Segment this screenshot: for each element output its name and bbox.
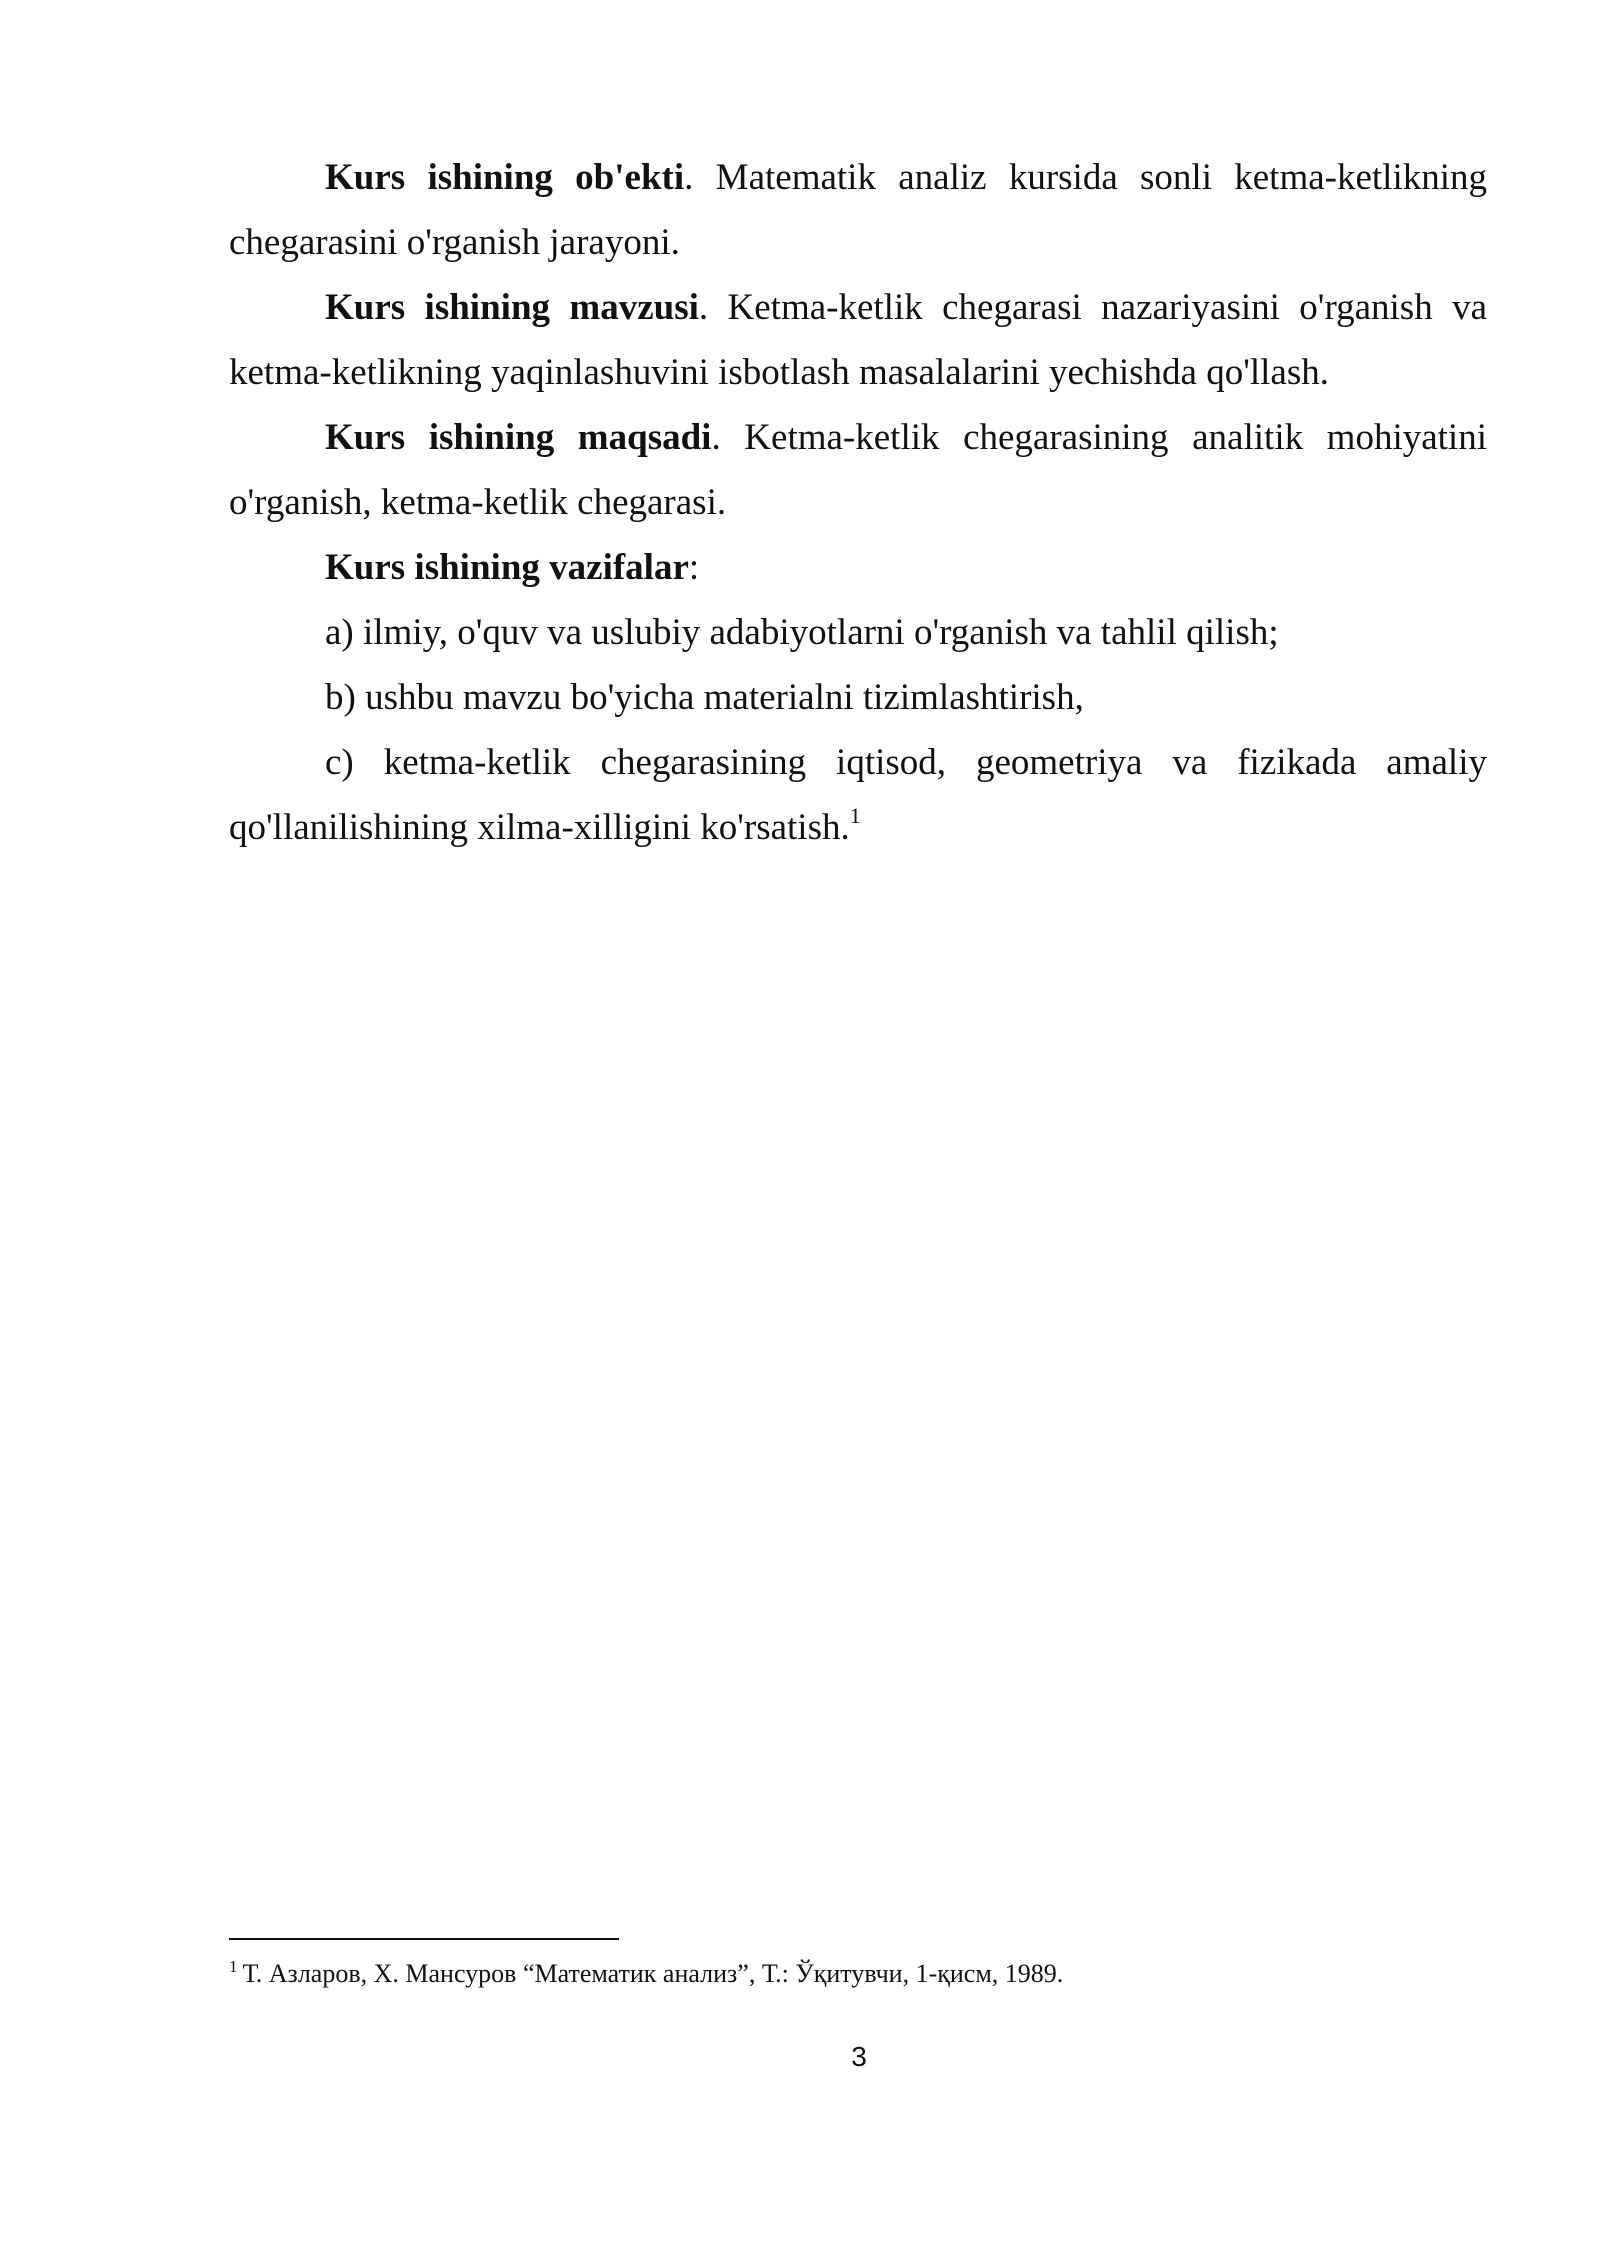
footnote [229,1957,1487,1991]
paragraph-text: . Ketma-ketlik chegarasining analitik mohiyatini o'rganish, ketma-ketlik chegarasi. [229,417,1487,523]
task-item-a: a) ilmiy, o'quv va uslubiy adabiyotlarni o'rganish va tahlil qilish; [325,612,1279,653]
task-item-text: c) ketma-ketlik chegarasining iqtisod, geometriya va fizikada amaliy qo'llanilishining xilma-xilligini ko'rsatish. [229,742,1487,848]
paragraph-text: . Matematik analiz kursida sonli ketma-ketlikning chegarasini o'rganish jarayoni. [229,157,1488,263]
footnote-separator [229,1938,619,1940]
page-number: 3 [851,2041,867,2072]
paragraph-text: . Ketma-ketlik chegarasi nazariyasini o'rganish va ketma-ketlikning yaqinlashuvini isbotlash masalalarini yechishda qo'llash. [229,287,1487,393]
footnote-reference[interactable]: 1 [849,803,861,828]
paragraph-heading: Kurs ishining vazifalar [325,547,689,588]
paragraph-subject [229,275,1487,405]
paragraph-heading: Kurs ishining ob'ekti [325,157,685,198]
footnote-number: 1 [229,1957,238,1976]
paragraph-heading: Kurs ishining maqsadi [325,417,712,458]
task-item-c [229,730,1487,860]
paragraph-goal [229,405,1487,535]
paragraph-object [229,145,1487,275]
body-text [229,145,1487,860]
footnote-text: Т. Азларов, Х. Мансуров “Математик анализ”, Т.: Ўқитувчи, 1-қисм, 1989. [242,1959,1064,1988]
paragraph-heading: Kurs ishining mavzusi [325,287,699,328]
paragraph-tasks-heading [229,535,1487,600]
task-item-b: b) ushbu mavzu bo'yicha materialni tizimlashtirish, [325,677,1084,718]
paragraph-text: : [688,547,700,588]
